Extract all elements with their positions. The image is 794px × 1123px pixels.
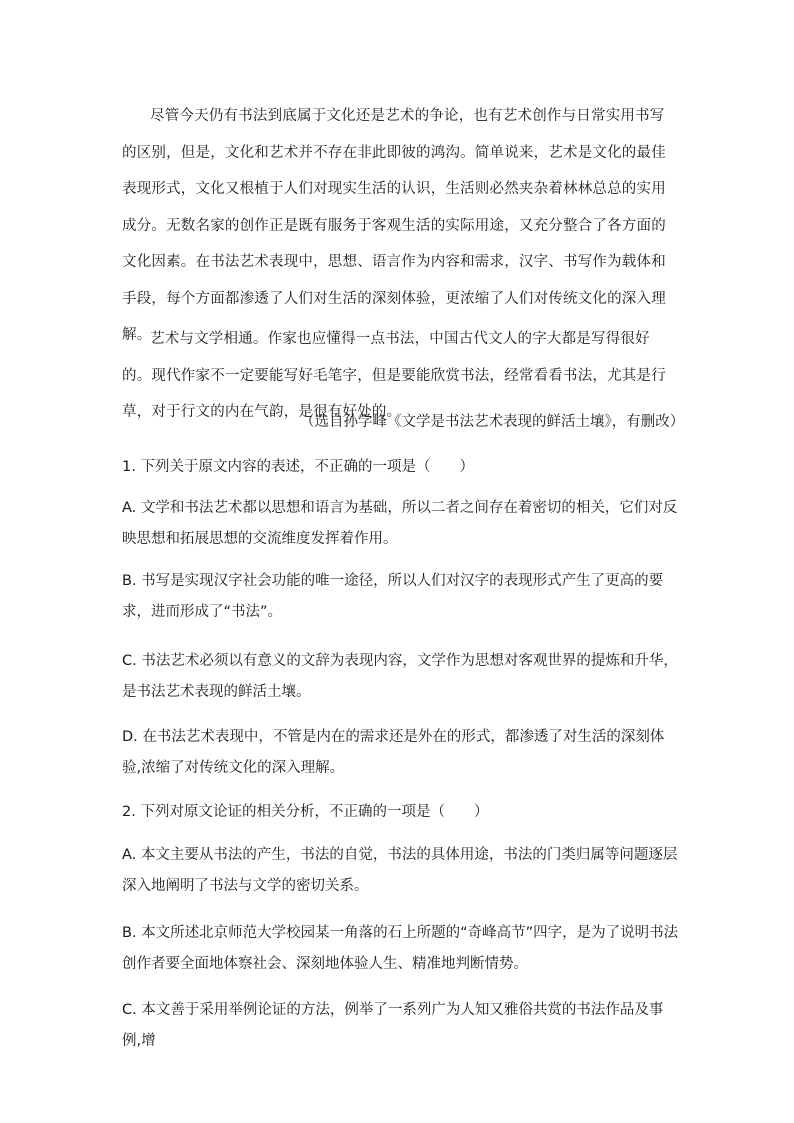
question-2-stem: 2. 下列对原文论证的相关分析，不正确的一项是（ ）: [122, 804, 489, 820]
question-2-option-b: B. 本文所述北京师范大学校园某一角落的石上所题的“奇峰高节”四字，是为了说明书法创作者要全面地体察社会、深刻地体验人生、精准地判断情势。: [122, 925, 679, 972]
passage-source: （选自孙学峰《文学是书法艺术表现的鲜活土壤》，有删改）: [300, 414, 685, 430]
question-1-option-c: C. 书法艺术必须以有意义的文辞为表现内容，文学作为思想对客观世界的提炼和升华，是书法艺术表现的鲜活土壤。: [122, 653, 678, 700]
question-2-option-a: A. 本文主要从书法的产生，书法的自觉，书法的具体用途，书法的门类归属等问题逐层深入地阐明了书法与文学的密切关系。: [122, 847, 678, 894]
question-1-option-d: D. 在书法艺术表现中，不管是内在的需求还是外在的形式，都渗透了对生活的深刻体验,浓缩了对传统文化的深入理解。: [122, 729, 665, 776]
question-2-option-c: C. 本文善于采用举例论证的方法，例举了一系列广为人知又雅俗共赏的书法作品及事例,增: [122, 1002, 664, 1049]
passage-paragraph-1: 尽管今天仍有书法到底属于文化还是艺术的争论，也有艺术创作与日常实用书写的区别，但是，文化和艺术并不存在非此即彼的鸿沟。简单说来，艺术是文化的最佳表现形式，文化又根植于人们对现实生活的认识，生活则必然夹杂着林林总总的实用成分。无数名家的创作正是既有服务于客观生活的实际用途，又充分整合了各方面的文化因素。在书法艺术表现中，思想、语言作为内容和需求，汉字、书写作为载体和手段，每个方面都渗透了人们对生活的深刻体验，更浓缩了人们对传统文化的深入理解。: [122, 108, 666, 343]
question-1-option-b: B. 书写是实现汉字社会功能的唯一途径，所以人们对汉字的表现形式产生了更高的要求，进而形成了“书法”。: [122, 573, 664, 620]
question-1-option-a: A. 文学和书法艺术都以思想和语言为基础，所以二者之间存在着密切的相关，它们对反映思想和拓展思想的交流维度发挥着作用。: [122, 500, 678, 547]
passage-paragraph-2: 艺术与文学相通。作家也应懂得一点书法，中国古代文人的字大都是写得很好的。现代作家不一定要能写好毛笔字，但是要能欣赏书法，经常看看书法，尤其是行草，对于行文的内在气韵，是很有好处的。: [122, 331, 666, 420]
question-1-stem: 1. 下列关于原文内容的表述，不正确的一项是（ ）: [122, 459, 474, 475]
